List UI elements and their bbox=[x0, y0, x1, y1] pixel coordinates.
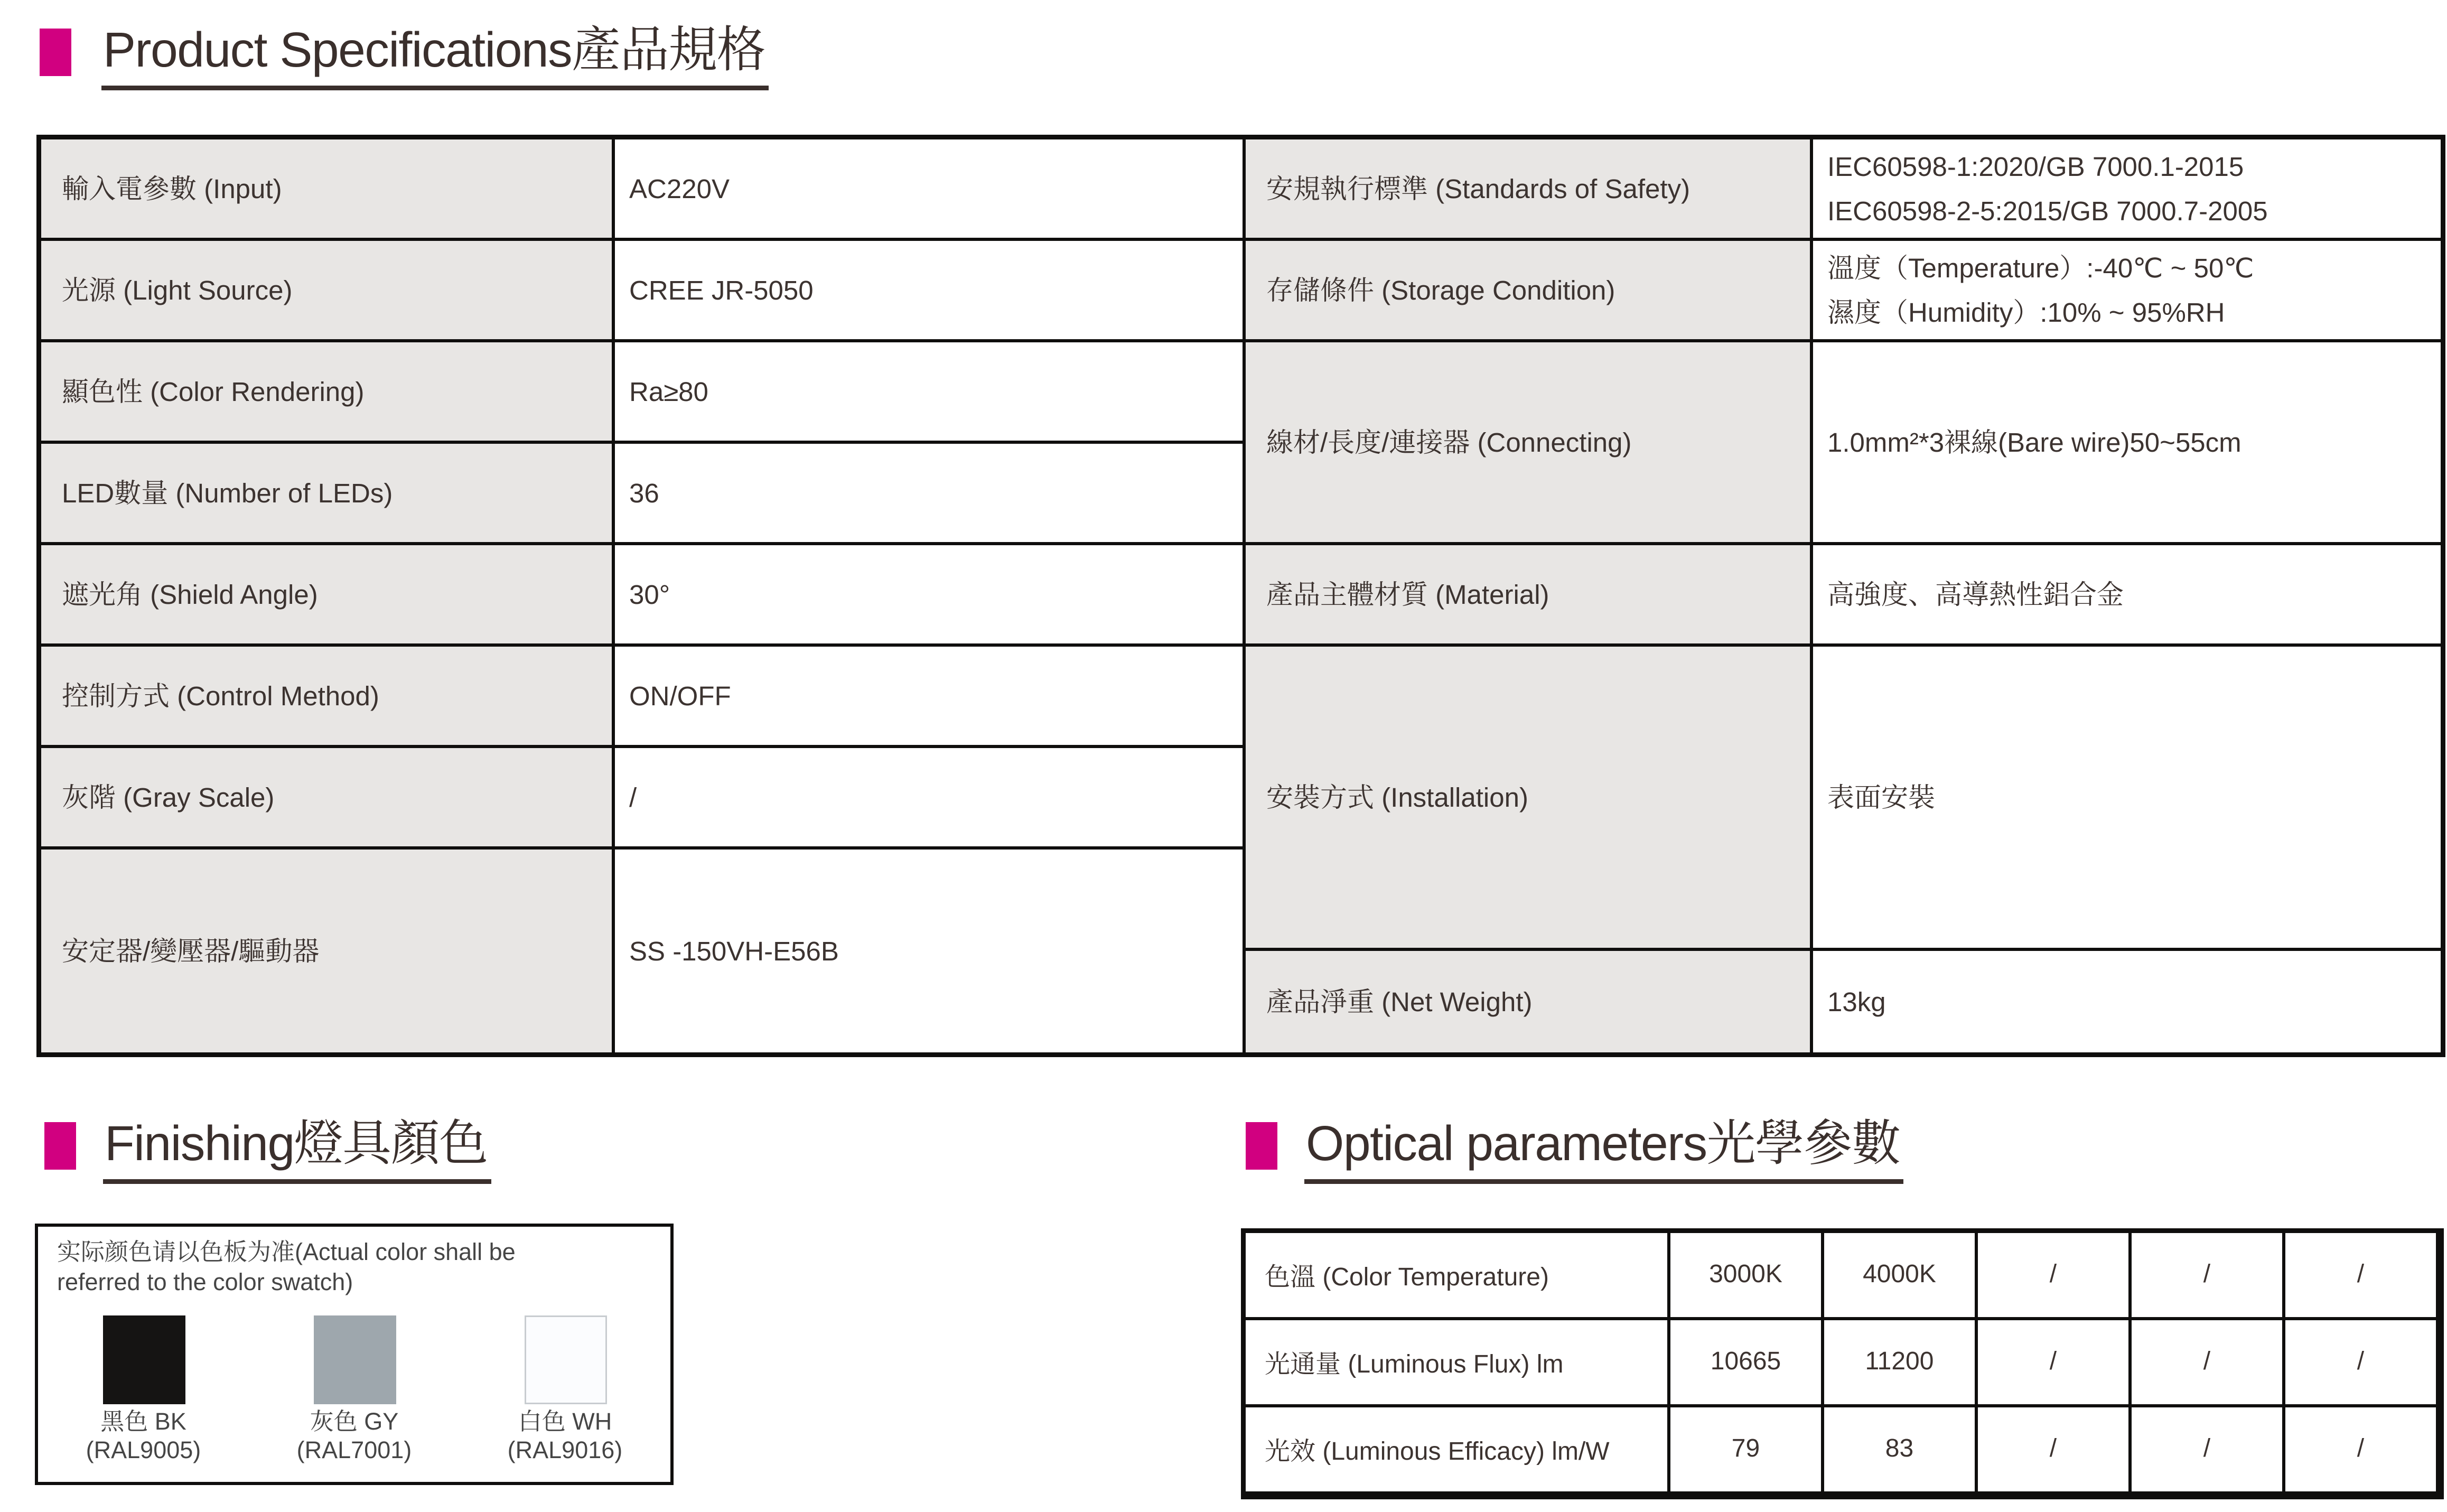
finishing-note-line2: referred to the color swatch) bbox=[57, 1270, 353, 1296]
swatch-option-black bbox=[38, 1315, 249, 1466]
section-marker-icon bbox=[40, 29, 71, 76]
swatch-ral-code: (RAL9016) bbox=[507, 1438, 623, 1464]
optical-value-na: / bbox=[2132, 1320, 2285, 1407]
swatch-name: 白色 WH bbox=[518, 1409, 612, 1436]
optical-value-na: / bbox=[1978, 1233, 2132, 1320]
spec-value-color-rendering: Ra≥80 bbox=[615, 342, 1246, 444]
optical-value-na: / bbox=[2285, 1320, 2439, 1407]
spec-label-driver: 安定器/變壓器/驅動器 bbox=[41, 850, 615, 1052]
optical-value-na: / bbox=[2285, 1233, 2439, 1320]
spec-value-net-weight: 13kg bbox=[1813, 951, 2441, 1052]
spec-label-standards: 安規執行標準 (Standards of Safety) bbox=[1246, 139, 1813, 241]
section-marker-icon bbox=[1246, 1122, 1277, 1170]
optical-title: Optical parameters光學參數 bbox=[1304, 1114, 1903, 1184]
optical-value-na: / bbox=[1978, 1407, 2132, 1495]
optical-parameters-table bbox=[1241, 1228, 2444, 1499]
spec-value-gray-scale: / bbox=[615, 748, 1246, 850]
spec-value-standards-line1: IEC60598-1:2020/GB 7000.1-2015 bbox=[1827, 151, 2244, 182]
white-color-swatch bbox=[524, 1315, 606, 1404]
spec-label-installation: 安裝方式 (Installation) bbox=[1246, 647, 1813, 951]
spec-label-gray-scale: 灰階 (Gray Scale) bbox=[41, 748, 615, 850]
spec-value-material: 高強度、高導熱性鋁合金 bbox=[1813, 545, 2441, 647]
spec-value-standards-line2: IEC60598-2-5:2015/GB 7000.7-2005 bbox=[1827, 195, 2268, 226]
optical-value-efficacy-2: 83 bbox=[1824, 1407, 1978, 1495]
section-header-product-specifications bbox=[40, 22, 768, 90]
section-header-optical-parameters bbox=[1246, 1116, 1903, 1184]
optical-value-na: / bbox=[2132, 1233, 2285, 1320]
spec-value-installation: 表面安裝 bbox=[1813, 647, 2441, 951]
page-title: Product Specifications產品規格 bbox=[101, 21, 768, 90]
swatch-option-white bbox=[460, 1315, 670, 1466]
swatch-row bbox=[38, 1315, 670, 1466]
optical-value-color-temp-1: 3000K bbox=[1670, 1233, 1824, 1320]
optical-value-na: / bbox=[1978, 1320, 2132, 1407]
spec-label-storage: 存儲條件 (Storage Condition) bbox=[1246, 241, 1813, 342]
black-color-swatch bbox=[102, 1315, 185, 1404]
optical-value-na: / bbox=[2132, 1407, 2285, 1495]
spec-value-driver: SS -150VH-E56B bbox=[615, 850, 1246, 1052]
optical-label-luminous-efficacy: 光效 (Luminous Efficacy) lm/W bbox=[1246, 1407, 1670, 1495]
optical-label-luminous-flux: 光通量 (Luminous Flux) lm bbox=[1246, 1320, 1670, 1407]
gray-color-swatch bbox=[313, 1315, 396, 1404]
spec-value-storage-line1: 溫度（Temperature）:-40℃ ~ 50℃ bbox=[1827, 253, 2254, 283]
spec-label-led-count: LED數量 (Number of LEDs) bbox=[41, 444, 615, 545]
spec-value-input: AC220V bbox=[615, 139, 1246, 241]
swatch-option-gray bbox=[249, 1315, 460, 1466]
finishing-note bbox=[57, 1238, 655, 1298]
finishing-title: Finishing燈具顏色 bbox=[103, 1114, 491, 1184]
swatch-ral-code: (RAL7001) bbox=[296, 1438, 412, 1464]
section-marker-icon bbox=[44, 1122, 76, 1170]
product-spec-table bbox=[36, 135, 2445, 1057]
optical-label-color-temperature: 色溫 (Color Temperature) bbox=[1246, 1233, 1670, 1320]
spec-value-shield-angle: 30° bbox=[615, 545, 1246, 647]
spec-value-connecting: 1.0mm²*3裸線(Bare wire)50~55cm bbox=[1813, 342, 2441, 545]
spec-label-net-weight: 產品淨重 (Net Weight) bbox=[1246, 951, 1813, 1052]
spec-value-led-count: 36 bbox=[615, 444, 1246, 545]
spec-value-standards bbox=[1813, 139, 2441, 241]
spec-label-control-method: 控制方式 (Control Method) bbox=[41, 647, 615, 748]
section-header-finishing bbox=[44, 1116, 491, 1184]
optical-value-flux-2: 11200 bbox=[1824, 1320, 1978, 1407]
spec-label-color-rendering: 顯色性 (Color Rendering) bbox=[41, 342, 615, 444]
spec-value-light-source: CREE JR-5050 bbox=[615, 241, 1246, 342]
spec-value-storage bbox=[1813, 241, 2441, 342]
spec-label-input: 輸入電參數 (Input) bbox=[41, 139, 615, 241]
finishing-color-box bbox=[35, 1224, 674, 1485]
spec-label-connecting: 線材/長度/連接器 (Connecting) bbox=[1246, 342, 1813, 545]
swatch-name: 灰色 GY bbox=[310, 1409, 399, 1436]
swatch-name: 黑色 BK bbox=[100, 1409, 186, 1436]
optical-value-flux-1: 10665 bbox=[1670, 1320, 1824, 1407]
optical-value-na: / bbox=[2285, 1407, 2439, 1495]
spec-value-storage-line2: 濕度（Humidity）:10% ~ 95%RH bbox=[1827, 297, 2225, 328]
spec-value-control-method: ON/OFF bbox=[615, 647, 1246, 748]
spec-label-light-source: 光源 (Light Source) bbox=[41, 241, 615, 342]
spec-label-shield-angle: 遮光角 (Shield Angle) bbox=[41, 545, 615, 647]
optical-value-efficacy-1: 79 bbox=[1670, 1407, 1824, 1495]
swatch-ral-code: (RAL9005) bbox=[86, 1438, 201, 1464]
spec-label-material: 產品主體材質 (Material) bbox=[1246, 545, 1813, 647]
optical-value-color-temp-2: 4000K bbox=[1824, 1233, 1978, 1320]
finishing-note-line1: 实际颜色请以色板为准(Actual color shall be bbox=[57, 1239, 516, 1266]
